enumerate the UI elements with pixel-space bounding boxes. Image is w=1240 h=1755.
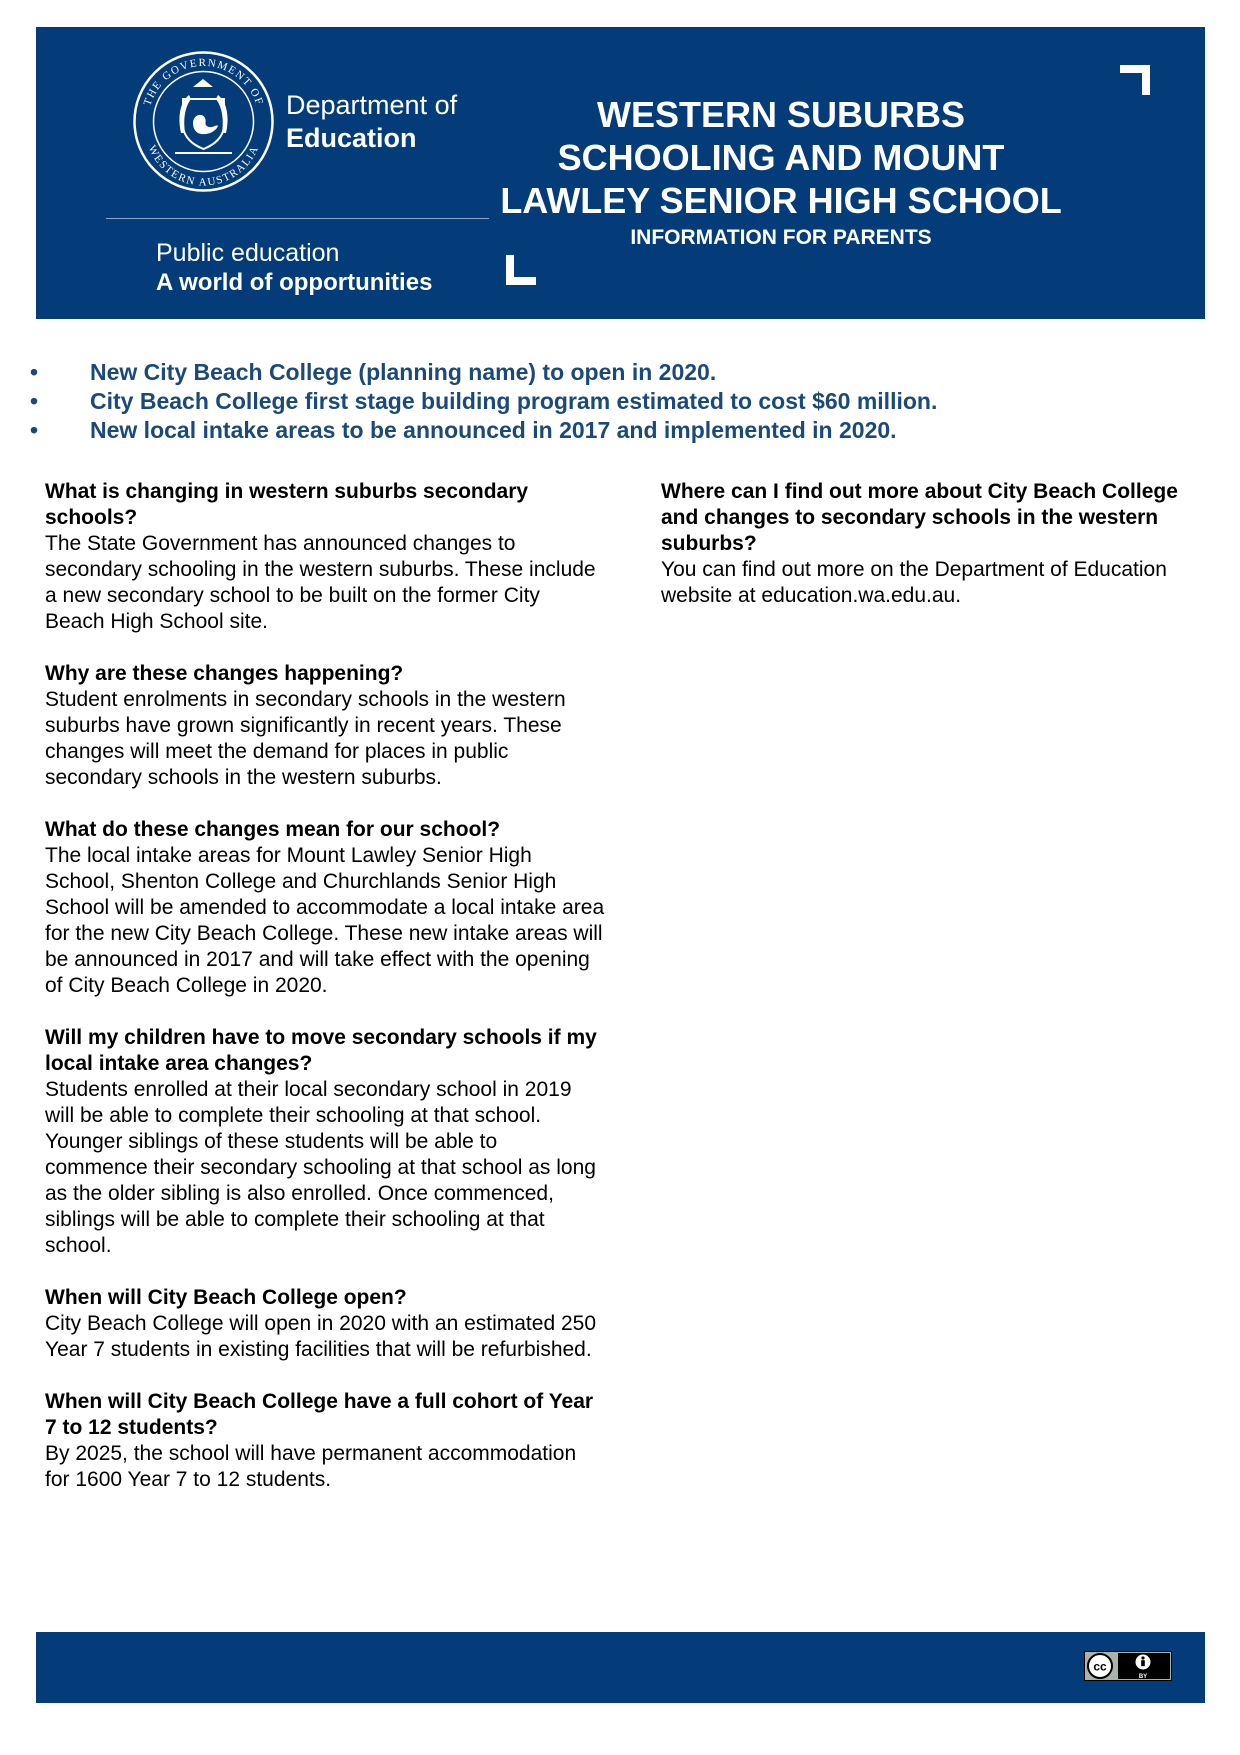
corner-bracket-bottom-left-icon: [506, 255, 536, 285]
key-points-list: [30, 358, 1180, 445]
page-title-line2: SCHOOLING AND MOUNT: [557, 137, 1005, 178]
footer-banner: [36, 1632, 1205, 1703]
faq-question: Will my children have to move secondary schools if my local intake area changes?: [45, 1026, 597, 1075]
key-point-text: New City Beach College (planning name) to open in 2020.: [90, 359, 717, 385]
key-point-text: City Beach College first stage building program estimated to cost $60 million.: [90, 388, 938, 414]
key-point: [30, 358, 1180, 387]
page-title-line3: LAWLEY SENIOR HIGH SCHOOL: [500, 180, 1062, 221]
header-divider: [106, 218, 489, 219]
faq-item: [45, 479, 605, 635]
creative-commons-by-icon: [1084, 1651, 1172, 1681]
department-name-line1: Department of: [286, 90, 458, 120]
department-name: [286, 89, 457, 155]
crest-text-top: THE GOVERNMENT OF: [141, 56, 266, 108]
corner-bracket-top-right-icon: [1120, 65, 1150, 95]
page-subtitle: INFORMATION FOR PARENTS: [630, 226, 932, 249]
faq-item: [661, 479, 1181, 609]
faq-answer: The local intake areas for Mount Lawley Senior High School, Shenton College and Churchlands Senior High School will be amended to accommodate a local intake area for the new City Beach College. These new intake areas will be announced in 2017 and will take effect with the opening of City Beach College in 2020.: [45, 844, 605, 997]
faq-column-right: [661, 479, 1181, 635]
cc-label: cc: [1093, 1659, 1107, 1674]
faq-question: When will City Beach College open?: [45, 1286, 407, 1309]
faq-column-left: [45, 479, 605, 1519]
faq-question: What is changing in western suburbs secondary schools?: [45, 480, 529, 529]
bullet-icon: •: [30, 359, 39, 385]
tagline-line2: A world of opportunities: [156, 269, 433, 296]
by-label: BY: [1138, 1674, 1148, 1680]
faq-item: [45, 1025, 605, 1259]
faq-answer: You can find out more on the Department of Education website at education.wa.edu.au.: [661, 558, 1167, 607]
faq-item: [45, 661, 605, 791]
tagline-line1: Public education: [156, 239, 340, 267]
wa-government-crest-icon: [131, 49, 276, 194]
faq-item: [45, 1389, 605, 1493]
header-banner: [36, 27, 1205, 319]
crest-text-bottom: WESTERN AUSTRALIA: [145, 143, 262, 189]
faq-answer: By 2025, the school will have permanent accommodation for 1600 Year 7 to 12 students.: [45, 1442, 577, 1491]
tagline: [156, 239, 432, 297]
key-point: [30, 416, 1180, 445]
faq-answer: City Beach College will open in 2020 with an estimated 250 Year 7 students in existing facilities that will be refurbished.: [45, 1312, 596, 1361]
faq-answer: Students enrolled at their local secondary school in 2019 will be able to complete their schooling at that school. Younger siblings of these students will be able to commence their secondary schooling at that school as long as the older sibling is also enrolled. Once commenced, siblings will be able to complete their schooling at that school.: [45, 1078, 596, 1257]
page-title-line1: WESTERN SUBURBS: [596, 94, 965, 135]
bullet-icon: •: [30, 417, 39, 443]
faq-question: What do these changes mean for our school?: [45, 818, 501, 841]
faq-question: When will City Beach College have a full cohort of Year 7 to 12 students?: [45, 1390, 594, 1439]
department-name-line2: Education: [286, 123, 417, 153]
faq-question: Why are these changes happening?: [45, 662, 404, 685]
faq-item: [45, 817, 605, 999]
faq-answer: The State Government has announced changes to secondary schooling in the western suburbs. These include a new secondary school to be built on the former City Beach High School site.: [45, 532, 596, 633]
faq-item: [45, 1285, 605, 1363]
faq-question: Where can I find out more about City Beach College and changes to secondary schools in the western suburbs?: [661, 480, 1178, 555]
key-point-text: New local intake areas to be announced in 2017 and implemented in 2020.: [90, 417, 897, 443]
key-point: [30, 387, 1180, 416]
bullet-icon: •: [30, 388, 39, 414]
page-title: [481, 93, 1081, 222]
faq-answer: Student enrolments in secondary schools in the western suburbs have grown significantly in recent years. These changes will meet the demand for places in public secondary schools in the western suburbs.: [45, 688, 566, 789]
